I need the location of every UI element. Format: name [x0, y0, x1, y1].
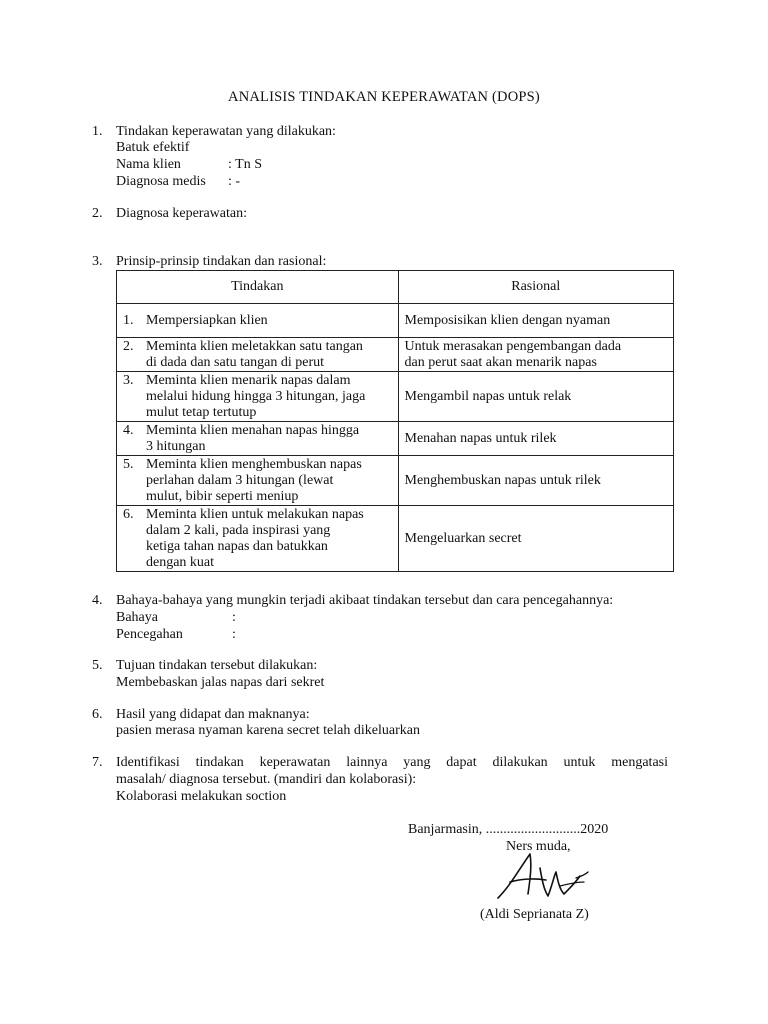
row-number: 4. — [123, 422, 134, 438]
section-heading: Diagnosa keperawatan: — [116, 206, 247, 221]
rational-line: dan perut saat akan menarik napas — [404, 354, 597, 370]
action-line: dalam 2 kali, pada inspirasi yang — [146, 522, 331, 538]
action-line: Mempersiapkan klien — [146, 312, 268, 328]
table-header-row — [117, 271, 674, 304]
answer-text: pasien merasa nyaman karena secret telah dikeluarkan — [116, 723, 420, 738]
place-date: Banjarmasin, ...........................2020 — [408, 822, 609, 837]
action-line: Meminta klien untuk melakukan napas — [146, 506, 364, 522]
section-number: 6. — [92, 707, 103, 722]
section-heading: Hasil yang didapat dan maknanya: — [116, 707, 310, 722]
table-row — [117, 338, 674, 372]
table-row — [117, 422, 674, 456]
action-line: Meminta klien menahan napas hingga — [146, 422, 360, 438]
section-number: 2. — [92, 206, 103, 221]
action-line: mulut, bibir seperti meniup — [146, 488, 299, 504]
section-heading-continued: masalah/ diagnosa tersebut. (mandiri dan kolaborasi): — [116, 772, 417, 787]
action-cell — [117, 304, 399, 338]
rational-line: Menghembuskan napas untuk rilek — [404, 472, 601, 488]
prevention-label: Pencegahan — [116, 627, 183, 642]
table-row — [117, 372, 674, 422]
signer-name: (Aldi Seprianata Z) — [480, 907, 589, 922]
danger-value: : — [232, 610, 236, 625]
rational-cell — [398, 372, 673, 422]
answer-text: Kolaborasi melakukan soction — [116, 789, 287, 804]
diagnosis-label: Diagnosa medis — [116, 174, 206, 189]
action-cell — [117, 422, 399, 456]
signer-role: Ners muda, — [506, 839, 571, 854]
action-line: ketiga tahan napas dan batukkan — [146, 538, 328, 554]
action-cell — [117, 456, 399, 506]
section-heading: Bahaya-bahaya yang mungkin terjadi akibaat tindakan tersebut dan cara pencegahannya: — [116, 593, 614, 608]
action-line: melalui hidung hingga 3 hitungan, jaga — [146, 388, 366, 404]
action-cell — [117, 372, 399, 422]
section-heading: Tindakan keperawatan yang dilakukan: — [116, 124, 336, 139]
rational-line: Mengambil napas untuk relak — [404, 388, 572, 404]
action-line: Meminta klien menghembuskan napas — [146, 456, 362, 472]
client-value: : Tn S — [228, 157, 262, 172]
rational-cell — [398, 422, 673, 456]
action-line: 3 hitungan — [146, 438, 206, 454]
table-row — [117, 456, 674, 506]
section-number: 1. — [92, 124, 103, 139]
action-line: mulut tetap tertutup — [146, 404, 257, 420]
section-number: 3. — [92, 254, 103, 269]
table-row — [117, 304, 674, 338]
prevention-value: : — [232, 627, 236, 642]
client-label: Nama klien — [116, 157, 181, 172]
rational-cell — [398, 456, 673, 506]
action-line: di dada dan satu tangan di perut — [146, 354, 325, 370]
action-line: perlahan dalam 3 hitungan (lewat — [146, 472, 334, 488]
row-number: 2. — [123, 338, 134, 354]
action-cell — [117, 506, 399, 572]
section-heading: Prinsip-prinsip tindakan dan rasional: — [116, 254, 327, 269]
action-line: dengan kuat — [146, 554, 215, 570]
section-heading: Tujuan tindakan tersebut dilakukan: — [116, 658, 318, 673]
danger-label: Bahaya — [116, 610, 158, 625]
action-line: Meminta klien menarik napas dalam — [146, 372, 351, 388]
action-cell — [117, 338, 399, 372]
rational-cell — [398, 338, 673, 372]
section-number: 5. — [92, 658, 103, 673]
section-number: 7. — [92, 755, 103, 770]
diagnosis-value: : - — [228, 174, 241, 189]
rational-cell — [398, 304, 673, 338]
document-title: ANALISIS TINDAKAN KEPERAWATAN (DOPS) — [228, 89, 540, 105]
row-number: 5. — [123, 456, 134, 472]
section-heading: Identifikasi tindakan keperawatan lainnya yang dapat dilakukan untuk mengatasi — [116, 755, 668, 770]
row-number: 1. — [123, 312, 134, 328]
principles-table — [116, 270, 674, 572]
answer-text: Membebaskan jalas napas dari sekret — [116, 675, 325, 690]
action-value: Batuk efektif — [116, 140, 190, 155]
column-header: Rasional — [398, 271, 673, 304]
table-row — [117, 506, 674, 572]
rational-cell — [398, 506, 673, 572]
column-header: Tindakan — [117, 271, 399, 304]
row-number: 3. — [123, 372, 134, 388]
rational-line: Untuk merasakan pengembangan dada — [404, 338, 622, 354]
handwritten-signature-icon — [490, 846, 600, 908]
action-line: Meminta klien meletakkan satu tangan — [146, 338, 363, 354]
rational-line: Mengeluarkan secret — [404, 530, 522, 546]
section-number: 4. — [92, 593, 103, 608]
row-number: 6. — [123, 506, 134, 522]
rational-line: Memposisikan klien dengan nyaman — [404, 312, 611, 328]
rational-line: Menahan napas untuk rilek — [404, 430, 557, 446]
